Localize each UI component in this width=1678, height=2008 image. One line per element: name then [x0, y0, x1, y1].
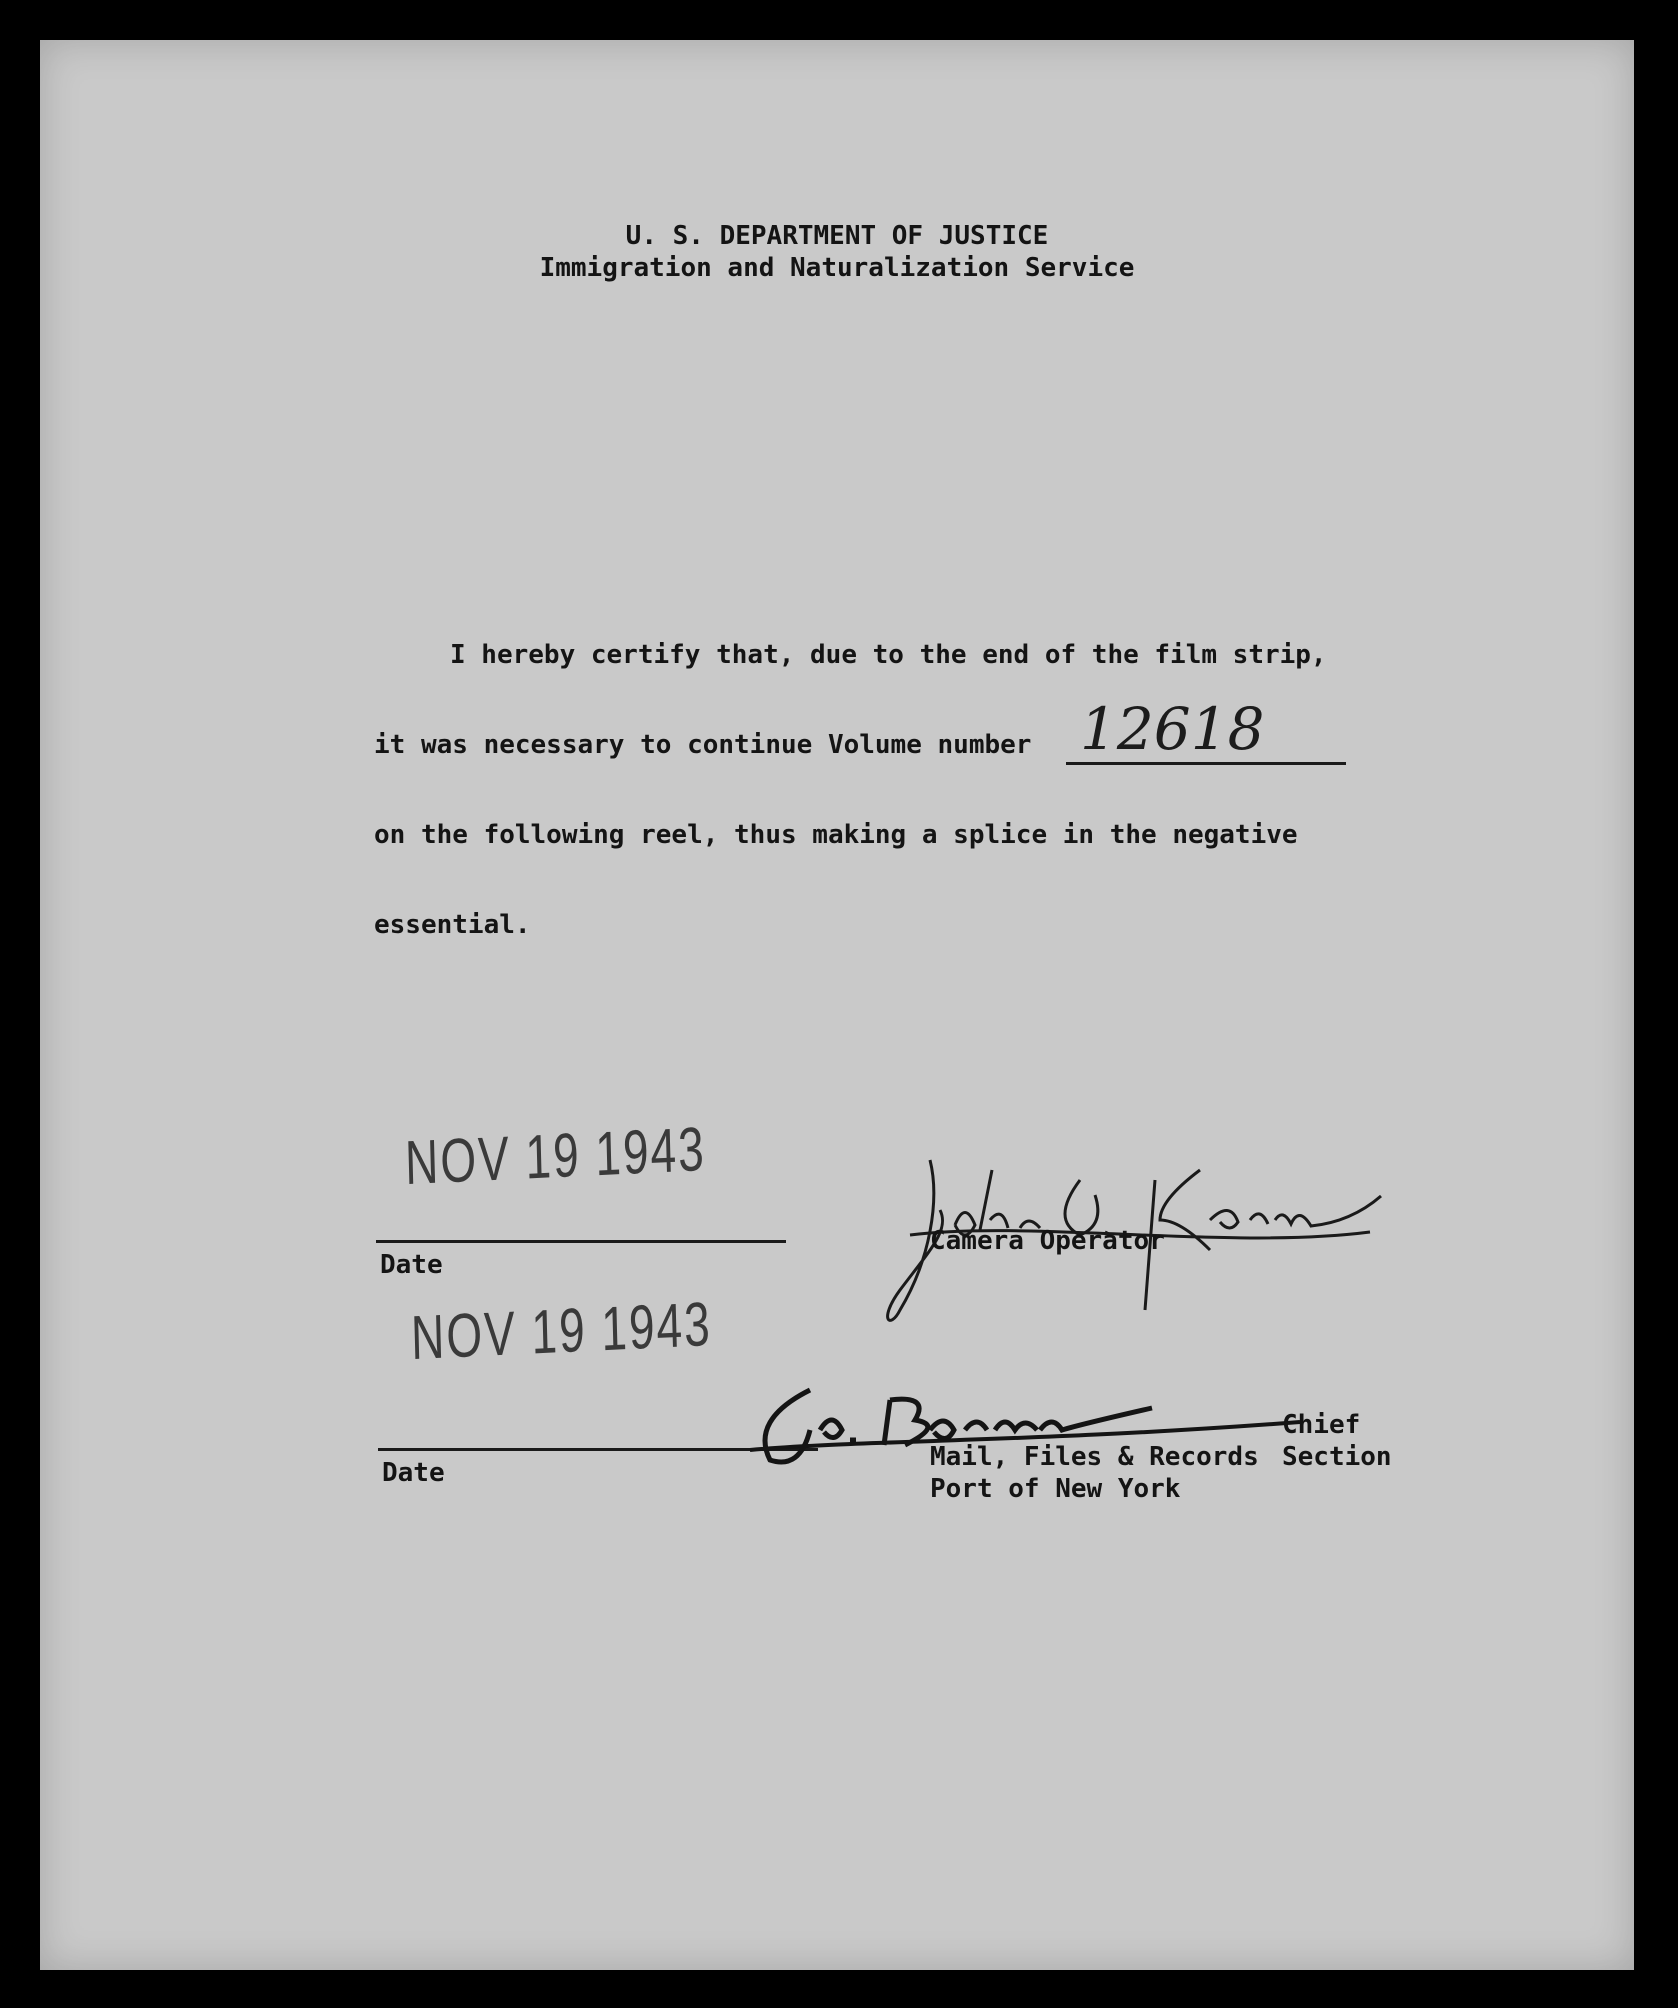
document-page	[40, 40, 1634, 1970]
camera-operator-label: Camera Operator	[930, 1226, 1165, 1256]
office-line-1-suffix: Section	[1282, 1442, 1392, 1472]
office-line-1: Mail, Files & Records	[930, 1442, 1259, 1472]
body-line-4: essential.	[374, 910, 531, 940]
date-line-camera	[376, 1240, 786, 1243]
service-heading: Immigration and Naturalization Service	[539, 253, 1135, 283]
date-stamp-camera: NOV 19 1943	[404, 1113, 707, 1198]
chief-title: Chief	[1282, 1410, 1361, 1440]
date-label-camera: Date	[380, 1250, 443, 1280]
date-label-chief: Date	[382, 1458, 445, 1488]
office-line-2: Port of New York	[930, 1474, 1181, 1504]
volume-number: 12618	[1080, 695, 1265, 763]
body-line-2-prefix: it was necessary to continue Volume number	[374, 730, 1032, 760]
body-line-1: I hereby certify that, due to the end of the film strip,	[450, 640, 1327, 670]
body-line-3: on the following reel, thus making a splice in the negative	[374, 820, 1298, 850]
department-heading: U. S. DEPARTMENT OF JUSTICE	[625, 221, 1049, 251]
date-stamp-chief: NOV 19 1943	[410, 1288, 713, 1373]
